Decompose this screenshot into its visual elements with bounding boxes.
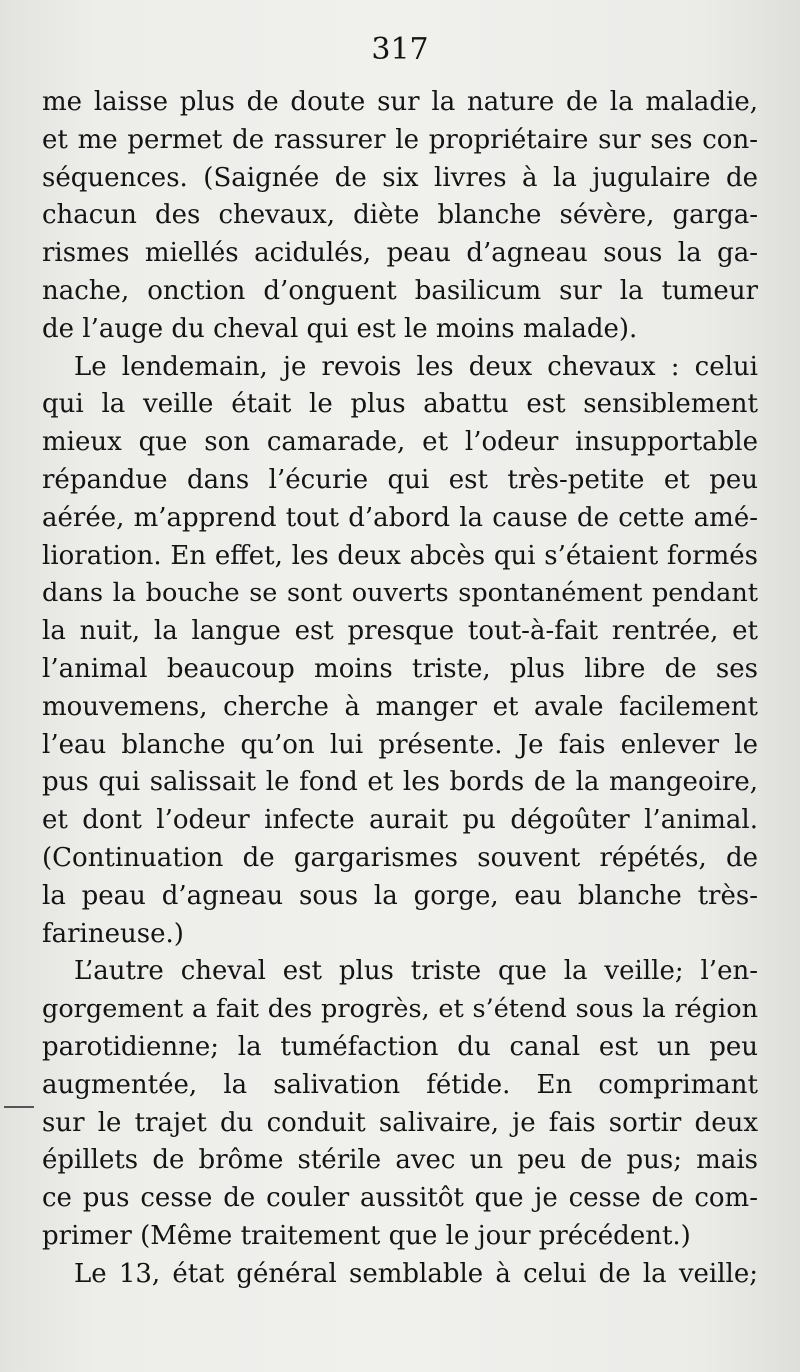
text-line: Le lendemain, je revois les deux chevaux : celui: [74, 351, 758, 382]
text-line: farineuse.): [42, 918, 184, 949]
text-line: gorgement a fait des progrès, et s’étend sous la région: [42, 994, 758, 1025]
text-line: et dont l’odeur infecte aurait pu dégoûter l’animal.: [42, 805, 758, 836]
page-number: 317: [371, 32, 429, 67]
text-line: augmentée, la salivation fétide. En comprimant: [42, 1069, 758, 1100]
text-line: me laisse plus de doute sur la nature de la maladie,: [42, 87, 758, 117]
body-text: [42, 84, 758, 1294]
text-line: aérée, m’apprend tout d’abord la cause de cette amé-: [42, 502, 758, 533]
text-line: mieux que son camarade, et l’odeur insupportable: [42, 427, 758, 458]
text-line: L’autre cheval est plus triste que la veille; l’en-: [74, 956, 758, 987]
text-line: (Continuation de gargarismes souvent répétés, de: [42, 842, 758, 873]
text-line: primer (Même traitement que le jour précédent.): [42, 1220, 691, 1251]
text-line: ce pus cesse de couler aussitôt que je cesse de com-: [42, 1183, 758, 1214]
text-line: rismes miellés acidulés, peau d’agneau sous la ga-: [42, 238, 758, 269]
text-line: la peau d’agneau sous la gorge, eau blanche très-: [42, 880, 758, 911]
margin-mark: [4, 1106, 34, 1108]
text-line: sur le trajet du conduit salivaire, je fais sortir deux: [42, 1107, 758, 1138]
text-line: et me permet de rassurer le propriétaire sur ses con-: [42, 124, 758, 155]
text-line: qui la veille était le plus abattu est sensiblement: [42, 389, 758, 420]
text-line: lioration. En effet, les deux abcès qui s’étaient formés: [42, 540, 758, 571]
text-line: l’eau blanche qu’on lui présente. Je fais enlever le: [42, 729, 758, 760]
text-line: dans la bouche se sont ouverts spontanément pendant: [42, 578, 758, 609]
text-line: séquences. (Saignée de six livres à la jugulaire de: [42, 162, 758, 193]
text-line: mouvemens, cherche à manger et avale facilement: [42, 691, 758, 722]
text-line: répandue dans l’écurie qui est très-petite et peu: [42, 464, 758, 495]
text-line: parotidienne; la tuméfaction du canal est un peu: [42, 1031, 758, 1062]
text-line: pus qui salissait le fond et les bords de la mangeoire,: [42, 767, 758, 798]
text-line: Le 13, état général semblable à celui de la veille;: [74, 1258, 758, 1289]
text-line: la nuit, la langue est presque tout-à-fait rentrée, et: [42, 616, 758, 647]
text-line: l’animal beaucoup moins triste, plus libre de ses: [42, 653, 758, 684]
text-line: nache, onction d’onguent basilicum sur la tumeur: [42, 275, 758, 306]
text-line: de l’auge du cheval qui est le moins malade).: [42, 313, 638, 344]
text-line: chacun des chevaux, diète blanche sévère, garga-: [42, 200, 758, 231]
text-line: épillets de brôme stérile avec un peu de pus; mais: [42, 1145, 758, 1176]
